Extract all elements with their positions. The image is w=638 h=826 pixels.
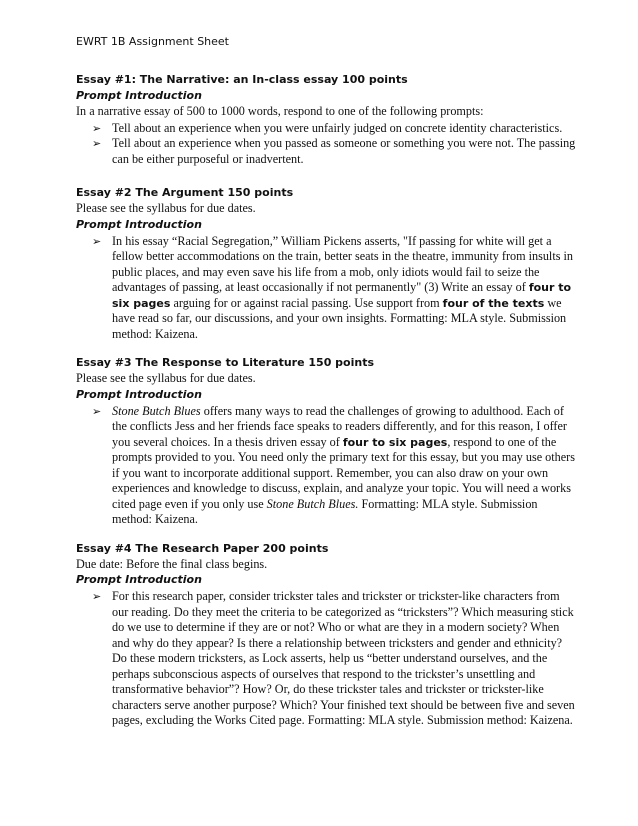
essay-1-prompt-label: Prompt Introduction: [76, 89, 202, 102]
essay-4-section: [76, 541, 576, 729]
essay-3-prompt-part-3: Formatting: MLA style. Submission method: Kaizena.: [112, 496, 538, 526]
list-item: [92, 136, 576, 167]
essay-4-due: Due date: Before the final class begins.: [76, 556, 268, 571]
essay-3-book-title-2: Stone Butch Blues.: [266, 496, 359, 511]
arrowhead-bullet-icon: ➢: [92, 234, 102, 248]
essay-1-prompt-1: Tell about an experience when you were unfairly judged on concrete identity characteristics.: [112, 120, 563, 135]
essay-1-title: Essay #1: The Narrative: an In-class essay 100 points: [76, 73, 408, 86]
essay-3-book-title: Stone Butch Blues: [112, 403, 201, 418]
essay-2-prompt-part-3: we have read so far, our discussions, and your own insights. Formatting: MLA style. Submission method: Kaizena.: [112, 295, 567, 341]
essay-3-page-count: four to six pages: [342, 435, 448, 449]
essay-3-due: Please see the syllabus for due dates.: [76, 371, 256, 385]
arrowhead-bullet-icon: ➢: [92, 137, 102, 150]
essay-2-source-count: four of the texts: [442, 296, 545, 310]
arrowhead-bullet-icon: ➢: [92, 121, 102, 135]
essay-3-section: [76, 355, 576, 528]
essay-2-prompt-part-2: arguing for or against racial passing. Use support from: [170, 295, 443, 310]
essay-3-prompt-part-2: , respond to one of the prompts provided to you. You need only the primary text for this essay, but you may use others if you want to incorporate additional support. Remember, you can also draw on your own experiences and knowledge to discuss, explain, and analyze your topic. You will need a works cited page even if you only use: [112, 434, 575, 511]
essay-4-title: Essay #4 The Research Paper 200 points: [76, 541, 329, 555]
arrowhead-bullet-icon: ➢: [92, 590, 102, 603]
essay-2-prompt-text: [112, 234, 573, 341]
essay-2-prompt-list: [76, 234, 576, 343]
essay-1-prompt-list: [76, 121, 576, 168]
list-item: [92, 233, 576, 343]
essay-2-prompt-label: Prompt Introduction: [76, 217, 202, 231]
essay-4-prompt-list: [76, 589, 576, 729]
essay-2-title: Essay #2 The Argument 150 points: [76, 186, 294, 199]
list-item: [92, 589, 576, 729]
arrowhead-bullet-icon: ➢: [92, 404, 102, 418]
essay-1-prompt-2: Tell about an experience when you passed as someone or something you were not. The passing can be either purposeful or inadvertent.: [112, 136, 576, 166]
essay-3-prompt-label: Prompt Introduction: [76, 387, 202, 401]
essay-1-instructions: In a narrative essay of 500 to 1000 words, respond to one of the following prompts:: [76, 104, 484, 118]
essay-4-prompt-label: Prompt Introduction: [76, 573, 202, 586]
essay-3-prompt-part-1: offers many ways to read the challenges of growing to adulthood. Each of the conflicts Jess and her friends face speaks to readers differently, and for this reason, I offer you several choices. In a thesis driven essay of: [112, 403, 567, 449]
essay-3-title: Essay #3 The Response to Literature 150 points: [76, 356, 375, 369]
page-header: EWRT 1B Assignment Sheet: [76, 35, 229, 48]
essay-2-prompt-part-1: In his essay “Racial Segregation,” William Pickens asserts, "If passing for white will get a fellow better accommodations on the train, better seats in the theatre, immunity from insults in public places, and may even save his life from a mob, only idiots would fail to seize the advantages of passing, at least occasionally if not permanently" (3) Write an essay of: [112, 233, 573, 294]
essay-4-prompt-text: For this research paper, consider trickster tales and trickster or trickster-like characters from our reading. Do they meet the criteria to be categorized as “tricksters”? Which measuring stick do we use to determine if they are or not? Who or what are they in a modern society? When and why do they appear? Is there a relationship between tricksters and gender and ethnicity? Do these modern tricksters, as Lock asserts, help us “better understand ourselves, and the perhaps subconscious aspects of ourselves that respond to the trickster’s unsettling and transformative behavior”? How? Or, do these trickster tales and trickster or trickster-like characters serve another purpose? Which? Your finished text should be between five and seven pages, excluding the Works Cited page. Formatting: MLA style. Submission method: Kaizena.: [112, 589, 575, 727]
essay-2-page-count: four to six pages: [112, 281, 572, 310]
essay-3-prompt-list: [76, 404, 576, 528]
document-page: [76, 34, 576, 742]
list-item: [92, 403, 576, 528]
essay-1-section: [76, 72, 576, 167]
essay-2-due: Please see the syllabus for due dates.: [76, 201, 256, 215]
essay-3-prompt-text: [112, 404, 575, 527]
list-item: [92, 120, 576, 137]
essay-2-section: [76, 185, 576, 342]
